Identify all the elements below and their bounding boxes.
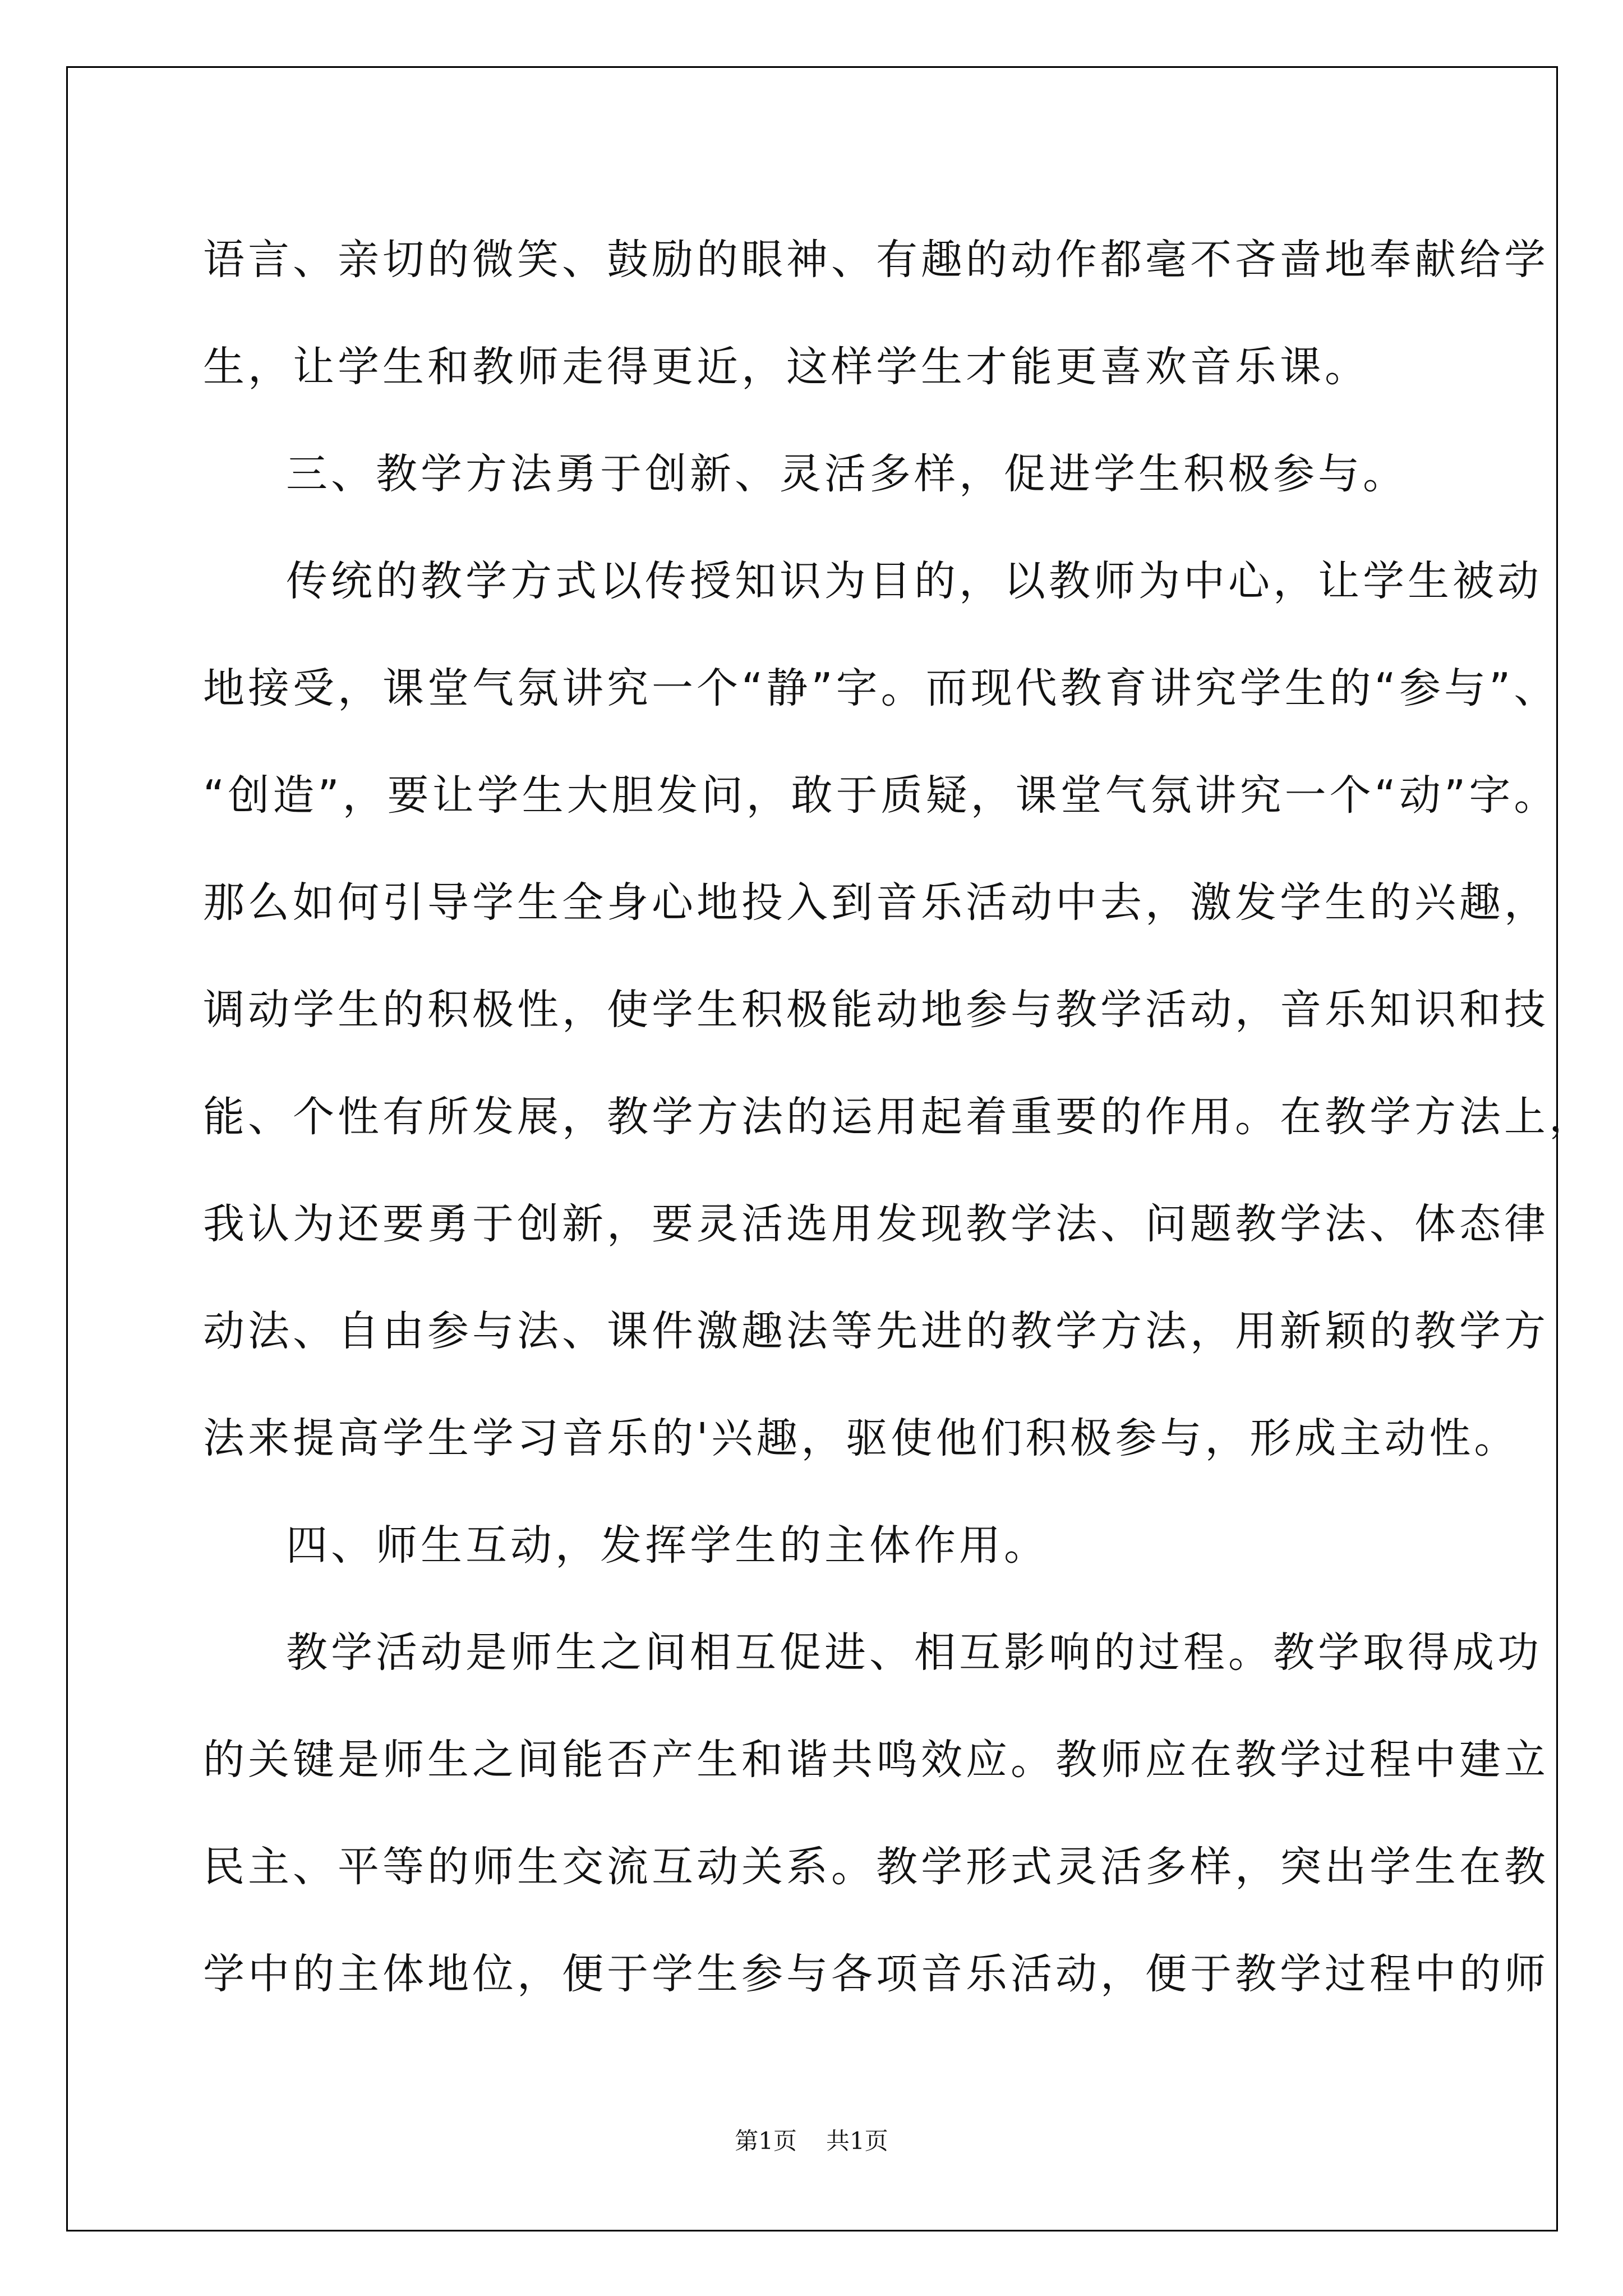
- text-line-10: 我认为还要勇于创新，要灵活选用发现教学法、问题教学法、体态律: [203, 1200, 1549, 1248]
- text-line-9: 能、个性有所发展，教学方法的运用起着重要的作用。在教学方法上，: [203, 1093, 1594, 1141]
- section-heading-3: 三、教学方法勇于创新、灵活多样，促进学生积极参与。: [286, 450, 1408, 498]
- text-line-8: 调动学生的积极性，使学生积极能动地参与教学活动，音乐知识和技: [203, 986, 1549, 1034]
- text-line-1: 语言、亲切的微笑、鼓励的眼神、有趣的动作都毫不吝啬地奉献给学: [203, 236, 1549, 284]
- document-body: [203, 206, 1594, 2028]
- text-line-5: 地接受，课堂气氛讲究一个“静”字。而现代教育讲究学生的“参与”、: [203, 664, 1559, 712]
- text-line-7: 那么如何引导学生全身心地投入到音乐活动中去，激发学生的兴趣，: [203, 878, 1549, 927]
- page-footer: [0, 2123, 1623, 2156]
- text-line-17: 学中的主体地位，便于学生参与各项音乐活动，便于教学过程中的师: [203, 1950, 1549, 1998]
- text-line-15: 的关键是师生之间能否产生和谐共鸣效应。教师应在教学过程中建立: [203, 1736, 1549, 1784]
- text-line-4: 传统的教学方式以传授知识为目的，以教师为中心，让学生被动: [286, 557, 1542, 605]
- section-heading-4: 四、师生互动，发挥学生的主体作用。: [286, 1521, 1049, 1570]
- text-line-16: 民主、平等的师生交流互动关系。教学形式灵活多样，突出学生在教: [203, 1843, 1549, 1891]
- text-line-11: 动法、自由参与法、课件激趣法等先进的教学方法，用新颖的教学方: [203, 1307, 1549, 1355]
- text-line-12: 法来提高学生学习音乐的'兴趣，驱使他们积极参与，形成主动性。: [203, 1414, 1519, 1462]
- text-line-6: “创造”，要让学生大胆发问，敢于质疑，课堂气氛讲究一个“动”字。: [203, 771, 1559, 820]
- page-number: 第1页: [735, 2127, 797, 2155]
- text-line-14: 教学活动是师生之间相互促进、相互影响的过程。教学取得成功: [286, 1628, 1542, 1677]
- text-line-2: 生，让学生和教师走得更近，这样学生才能更喜欢音乐课。: [203, 343, 1370, 391]
- page-total: 共1页: [826, 2127, 888, 2155]
